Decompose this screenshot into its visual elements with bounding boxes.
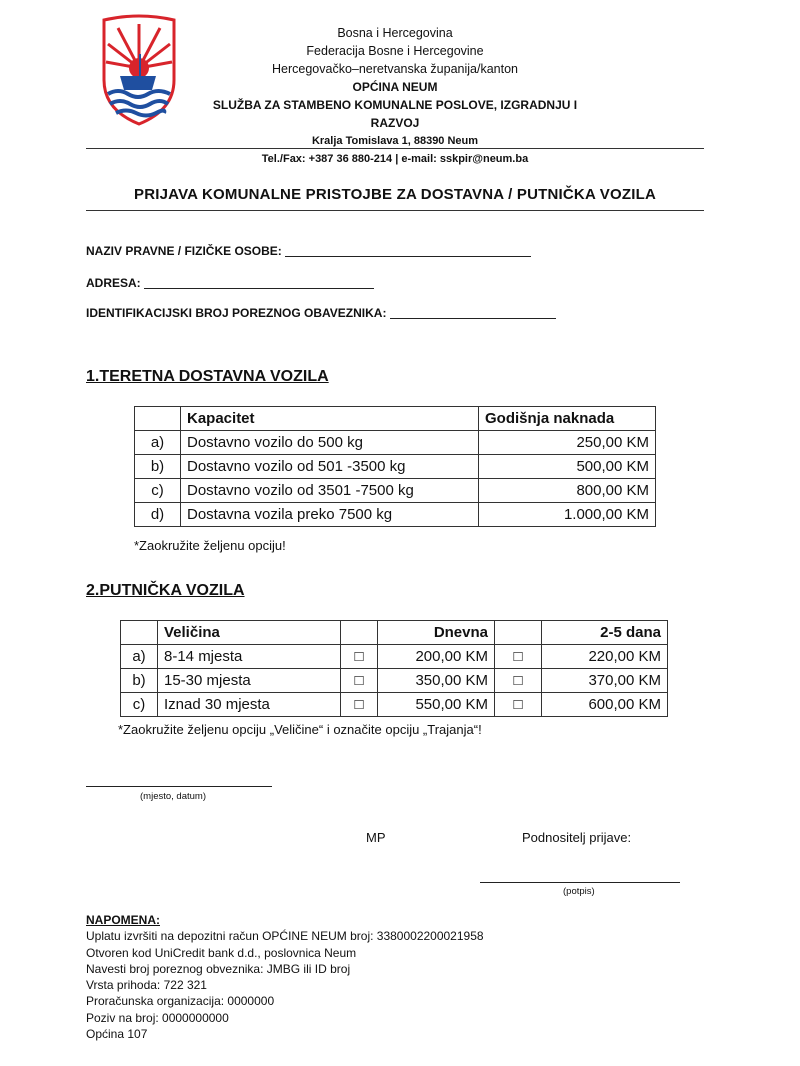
table-header-row	[135, 407, 656, 431]
row-letter: c)	[121, 693, 158, 717]
id-field-line[interactable]	[390, 306, 556, 319]
row-daily-fee: 200,00 KM	[378, 645, 495, 669]
municipality-crest-icon	[100, 14, 178, 126]
header-divider	[86, 148, 704, 149]
place-date-label: (mjesto, datum)	[140, 791, 206, 802]
footer-line: Poziv na broj: 0000000000	[86, 1010, 229, 1025]
footer-line: Uplatu izvršiti na depozitni račun OPĆINE NEUM broj: 3380002200021958	[86, 929, 484, 944]
form-title: PRIJAVA KOMUNALNE PRISTOJBE ZA DOSTAVNA / PUTNIČKA VOZILA	[134, 186, 656, 203]
row-letter: d)	[135, 503, 181, 527]
header-canton: Hercegovačko–neretvanska županija/kanton	[272, 62, 518, 76]
footer-line: Općina 107	[86, 1027, 148, 1042]
table-header	[341, 621, 378, 645]
header-address: Kralja Tomislava 1, 88390 Neum	[311, 135, 479, 147]
header-block	[190, 24, 600, 168]
place-date-line[interactable]	[86, 786, 272, 787]
table-row[interactable]	[135, 479, 656, 503]
table-row	[121, 693, 668, 717]
row-period-fee: 220,00 KM	[542, 645, 668, 669]
header-service: SLUŽBA ZA STAMBENO KOMUNALNE POSLOVE, IZGRADNJU I RAZVOJ	[212, 98, 578, 130]
daily-checkbox[interactable]: □	[341, 693, 378, 717]
table-header: Kapacitet	[181, 407, 479, 431]
footer-notes	[86, 912, 484, 1042]
period-checkbox[interactable]: □	[495, 645, 542, 669]
table-header-row	[121, 621, 668, 645]
name-field-label: NAZIV PRAVNE / FIZIČKE OSOBE:	[86, 244, 282, 258]
table-header	[495, 621, 542, 645]
id-field	[86, 306, 556, 320]
daily-checkbox[interactable]: □	[341, 645, 378, 669]
row-letter: c)	[135, 479, 181, 503]
table-header: 2-5 dana	[542, 621, 668, 645]
section1-title: 1.TERETNA DOSTAVNA VOZILA	[86, 368, 329, 385]
header-federation: Federacija Bosne i Hercegovine	[306, 44, 484, 58]
footer-line: Vrsta prihoda: 722 321	[86, 978, 207, 993]
applicant-label: Podnositelj prijave:	[522, 830, 632, 845]
row-size: 15-30 mjesta	[158, 669, 341, 693]
table-row	[121, 669, 668, 693]
section2-note: *Zaokružite željenu opciju „Veličine“ i označite opciju „Trajanja“!	[118, 722, 482, 737]
period-checkbox[interactable]: □	[495, 693, 542, 717]
section1-table	[134, 406, 656, 527]
signature-label: (potpis)	[563, 886, 595, 897]
row-daily-fee: 350,00 KM	[378, 669, 495, 693]
title-divider	[86, 210, 704, 211]
row-letter: b)	[121, 669, 158, 693]
table-header: Veličina	[158, 621, 341, 645]
address-field-label: ADRESA:	[86, 276, 141, 290]
table-header	[135, 407, 181, 431]
signature-line[interactable]	[480, 882, 680, 883]
header-municipality: OPĆINA NEUM	[352, 80, 438, 94]
row-letter: a)	[135, 431, 181, 455]
table-row[interactable]	[135, 455, 656, 479]
row-fee: 1.000,00 KM	[479, 503, 656, 527]
id-field-label: IDENTIFIKACIJSKI BROJ POREZNOG OBAVEZNIKA:	[86, 306, 387, 320]
table-header	[121, 621, 158, 645]
row-fee: 500,00 KM	[479, 455, 656, 479]
footer-line: Navesti broj poreznog obveznika: JMBG ili ID broj	[86, 961, 351, 976]
address-field-line[interactable]	[144, 276, 374, 289]
stamp-label: MP	[366, 830, 386, 845]
row-period-fee: 370,00 KM	[542, 669, 668, 693]
footer-heading: NAPOMENA:	[86, 913, 160, 927]
footer-line: Proračunska organizacija: 0000000	[86, 994, 275, 1009]
table-row[interactable]	[135, 431, 656, 455]
row-period-fee: 600,00 KM	[542, 693, 668, 717]
section2-table	[120, 620, 668, 717]
section1-note: *Zaokružite željenu opciju!	[134, 538, 286, 553]
row-capacity: Dostavno vozilo do 500 kg	[181, 431, 479, 455]
name-field	[86, 244, 531, 258]
address-field	[86, 276, 374, 290]
section2-title: 2.PUTNIČKA VOZILA	[86, 582, 245, 599]
header-contact: Tel./Fax: +387 36 880-214 | e-mail: sskpir@neum.ba	[261, 153, 529, 165]
table-row[interactable]	[135, 503, 656, 527]
table-header: Dnevna	[378, 621, 495, 645]
row-size: 8-14 mjesta	[158, 645, 341, 669]
row-size: Iznad 30 mjesta	[158, 693, 341, 717]
period-checkbox[interactable]: □	[495, 669, 542, 693]
row-letter: b)	[135, 455, 181, 479]
row-daily-fee: 550,00 KM	[378, 693, 495, 717]
table-header: Godišnja naknada	[479, 407, 656, 431]
footer-line: Otvoren kod UniCredit bank d.d., poslovnica Neum	[86, 945, 357, 960]
row-capacity: Dostavno vozilo od 501 -3500 kg	[181, 455, 479, 479]
table-row	[121, 645, 668, 669]
row-letter: a)	[121, 645, 158, 669]
row-capacity: Dostavna vozila preko 7500 kg	[181, 503, 479, 527]
name-field-line[interactable]	[285, 244, 531, 257]
header-country: Bosna i Hercegovina	[337, 26, 453, 40]
daily-checkbox[interactable]: □	[341, 669, 378, 693]
row-capacity: Dostavno vozilo od 3501 -7500 kg	[181, 479, 479, 503]
row-fee: 800,00 KM	[479, 479, 656, 503]
row-fee: 250,00 KM	[479, 431, 656, 455]
